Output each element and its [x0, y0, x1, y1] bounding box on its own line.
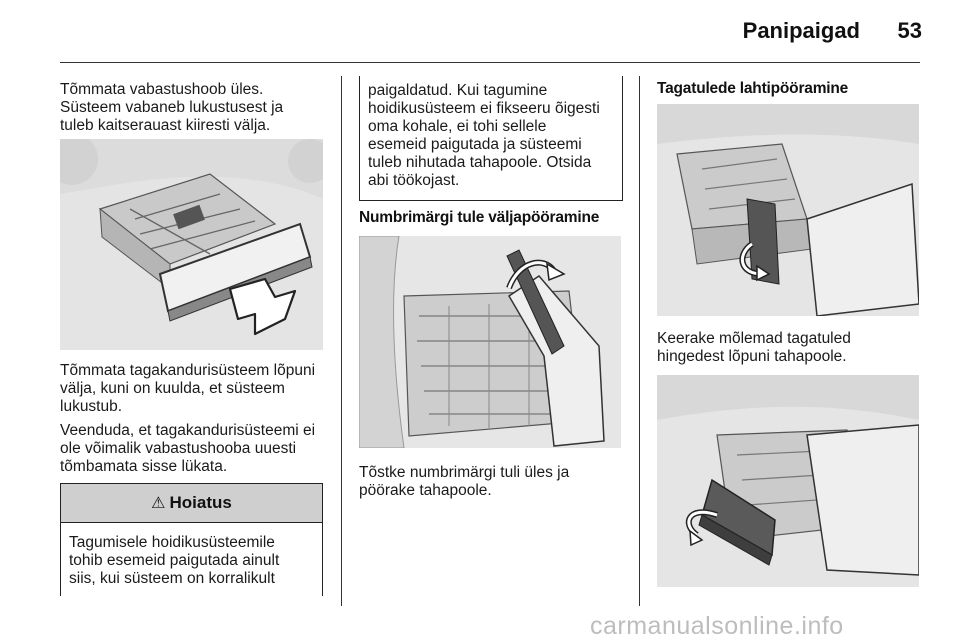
page-number: 53: [897, 18, 922, 43]
warning-title: Hoiatus: [169, 493, 232, 512]
figure-rear-lights-hinge: [657, 104, 919, 316]
section-heading-plate-light: Numbrimärgi tule väljapööramine: [359, 209, 600, 226]
page-title: Panipaigad: [742, 18, 860, 43]
carrier-pull-out-illustration: [60, 139, 323, 350]
warning-continued-box: [359, 76, 623, 201]
rear-lights-hinge-illustration: [657, 104, 919, 316]
figure-plate-light: [359, 236, 621, 448]
warning-continued-text: paigaldatud. Kui tagumine hoidikusüsteem ei fikseeru õigesti oma kohale, ei tohi sellele esemeid paigutada ja süsteemi tuleb nihutada tahapoole. Otsida abi töökojast.: [368, 82, 600, 189]
warning-triangle-icon: ⚠: [151, 495, 166, 512]
watermark: carmanualsonline.info: [590, 612, 844, 640]
figure-rear-lights-rotated: [657, 375, 919, 587]
column-divider-left: [341, 76, 342, 606]
rear-lights-rotated-illustration: [657, 375, 919, 587]
check-lock-paragraph: Veenduda, et tagakandurisüsteemi ei ole võimalik vabastushooba uuesti tõmbamata sisse lükata.: [60, 422, 316, 475]
warning-header: [61, 484, 322, 523]
rear-lights-caption: Keerake mõlemad tagatuled hingedest lõpuni tahapoole.: [657, 330, 851, 365]
column-divider-right: [639, 76, 640, 606]
warning-box: [60, 483, 323, 596]
plate-light-illustration: [359, 236, 621, 448]
pull-out-paragraph: Tõmmata tagakandurisüsteem lõpuni välja, kuni on kuulda, et süsteem lukustub.: [60, 362, 316, 415]
plate-light-caption: Tõstke numbrimärgi tuli üles ja pöörake tahapoole.: [359, 464, 570, 499]
header-divider: [60, 62, 920, 63]
figure-carrier-pull-out: [60, 139, 323, 350]
warning-text: Tagumisele hoidikusüsteemile tohib esemeid paigutada ainult siis, kui süsteem on korralikult: [69, 534, 280, 587]
intro-paragraph: Tõmmata vabastushoob üles. Süsteem vabaneb lukustusest ja tuleb kaitserauast kiiresti välja.: [60, 81, 284, 134]
section-heading-rear-lights: Tagatulede lahtipööramine: [657, 80, 849, 97]
